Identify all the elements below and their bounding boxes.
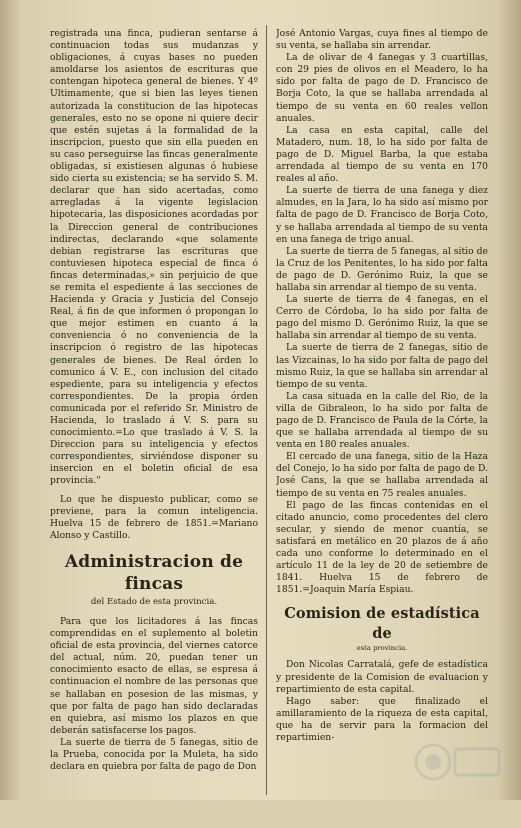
column-divider xyxy=(266,25,267,795)
library-watermark-icon xyxy=(413,735,503,790)
left-paragraph-4: La suerte de tierra de 5 fanegas, sitio de la Prueba, conocida por la Muleta, ha sido declara en quiebra por falta de pago de Don xyxy=(50,736,258,773)
section-subheading-estadistica: esta provincia. xyxy=(356,644,408,653)
right-paragraph-4: La suerte de tierra de una fanega y diez almudes, en la Jara, lo ha sido así mismo por falta de pago de D. Francisco de Borja Coto, y se hallaba arrendada al tiempo de su venta en una fanega de trigo anual. xyxy=(276,185,488,245)
right-paragraph-8: La casa situada en la calle del Rio, de la villa de Gibraleon, lo ha sido por falta de pago de D. Francisco de Paula de la Córte, la que se hallaba arrendada al tiempo de su venta en 180 reales anuales. xyxy=(276,390,488,451)
right-paragraph-2: La de olivar de 4 fanegas y 3 cuartillas, con 29 pies de olivos en el Meadero, lo ha sido por falta de pago de D. Francisco de Borja Coto, la que se hallaba arrendada al tiempo de su venta en 60 reales vellon anuales. xyxy=(276,52,488,124)
right-paragraph-9: El cercado de una fanega, sitio de la Haza del Conejo, lo ha sido por falta de pago de D. José Cans, la que se hallaba arrendada al tiempo de su venta en 75 reales anuales. xyxy=(276,451,488,499)
section-heading-estadistica: Comision de estadística de xyxy=(284,605,480,643)
right-paragraph-11: Don Nicolas Carratalá, gefe de estadística y presidente de la Comision de evaluacion y repartimiento de esta capital. xyxy=(276,659,488,695)
right-column xyxy=(276,0,488,828)
page-edge-shadow-left xyxy=(0,0,22,800)
right-paragraph-1: José Antonio Vargas, cuya fines al tiempo de su venta, se hallaba sin arrendar. xyxy=(276,28,488,52)
section-heading-fincas: Administracion de fincas xyxy=(64,551,244,594)
left-paragraph-2: Lo que he dispuesto publicar, como se previene, para la comun inteligencia. Huelva 15 de febrero de 1851.=Mariano Alonso y Castillo. xyxy=(50,493,258,541)
right-paragraph-6: La suerte de tierra de 4 fanegas, en el Cerro de Córdoba, lo ha sido por falta de pago del mismo D. Gerónimo Ruiz, la que se hallaba sin arrendar al tiempo de su venta. xyxy=(276,294,488,342)
page-edge-shadow-right xyxy=(499,0,521,800)
right-paragraph-3: La casa en esta capital, calle del Matadero, num. 18, lo ha sido por falta de pago de D. Miguel Barba, la que estaba arrendada al tiempo de su venta en 170 reales al año. xyxy=(276,124,488,185)
right-paragraph-12: Hago saber: que finalizado el amillaramiento de la riqueza de esta capital, que ha de servir para la formacion del repartimien- xyxy=(276,695,488,743)
right-paragraph-10: El pago de las fincas contenidas en el citado anuncio, como procedentes del clero secular, y siendo de menor cuantía, se satisfará en metálico en 20 plazos de á año cada uno conforme lo determinado en el artículo 11 de la ley de 20 de setiembre de 1841. Huelva 15 de febrero de 1851.=Joaquin María Espiau. xyxy=(276,499,488,596)
left-paragraph-1: registrada una finca, pudieran sentarse á continuacion todas sus mudanzas y obligaciones, á cuyas bases no pueden amoldarse los asientos de escrituras que contengan hipoteca general de bienes. Y 4º Ultimamente, que si bien las leyes tienen autorizada la constitucion de las hipotecas generales, esto no se opone ni quiere decir que estén sujetas á la formalidad de la inscripcion, puesto que sin ella pueden en su caso perseguirse las fincas generalmente obligadas, si existiesen algunas ó hubiese sido cierta su existencia; se ha servido S. M. declarar que han sido acertadas, como arregladas á la vigente legislacion hipotecaria, las disposiciones acordadas por la Direccion general de contribuciones indirectas, declarando «que solamente debian registrarse las escrituras que contuviesen hipoteca especial de finca ó fincas determinadas,» sin perjuicio de que se remita el espediente á las secciones de Hacienda y Gracia y Justicia del Consejo Real, á fin de que informen ó propongan lo que mejor estimen en cuanto á la conveniencia ó no conveniencia de la inscripcion ó registro de las hipotecas generales de bienes. De Real órden lo comunico á V. E., con inclusion del citado espediente, para su inteligencia y efectos correspondientes. De la propia órden comunicada por el referido Sr. Ministro de Hacienda, lo traslado á V. S. para su conocimiento.=Lo que traslado á V. S. la Direccion para su inteligencia y efectos correspondientes, sirviéndose disponer su insercion en el boletin oficial de esa provincia." xyxy=(50,28,258,487)
section-subheading-fincas: del Estado de esta provincia. xyxy=(90,596,218,607)
right-paragraph-7: La suerte de tierra de 2 fanegas, sitio de las Vizcainas, lo ha sido por falta de pago del mismo Ruiz, la que se hallaba sin arrendar al tiempo de su venta. xyxy=(276,342,488,390)
left-column xyxy=(50,0,258,828)
left-paragraph-3: Para que los licitadores á las fincas comprendidas en el suplemento al boletin oficial de esta provincia, del viernes catorce del actual, núm. 20, puedan tener un conocimiento esacto de ellas, se espresa á continuacion el nombre de las personas que se hallaban en posesion de las mismas, y que por falta de pago han sido declaradas en quiebra, así mismo los plazos en que deberán satisfacerse los pagos. xyxy=(50,615,258,736)
right-paragraph-5: La suerte de tierra de 5 fanegas, al sitio de la Cruz de los Penitentes, lo ha sido por falta de pago de D. Gerónimo Ruiz, la que se hallaba sin arrendar al tiempo de su venta. xyxy=(276,245,488,293)
